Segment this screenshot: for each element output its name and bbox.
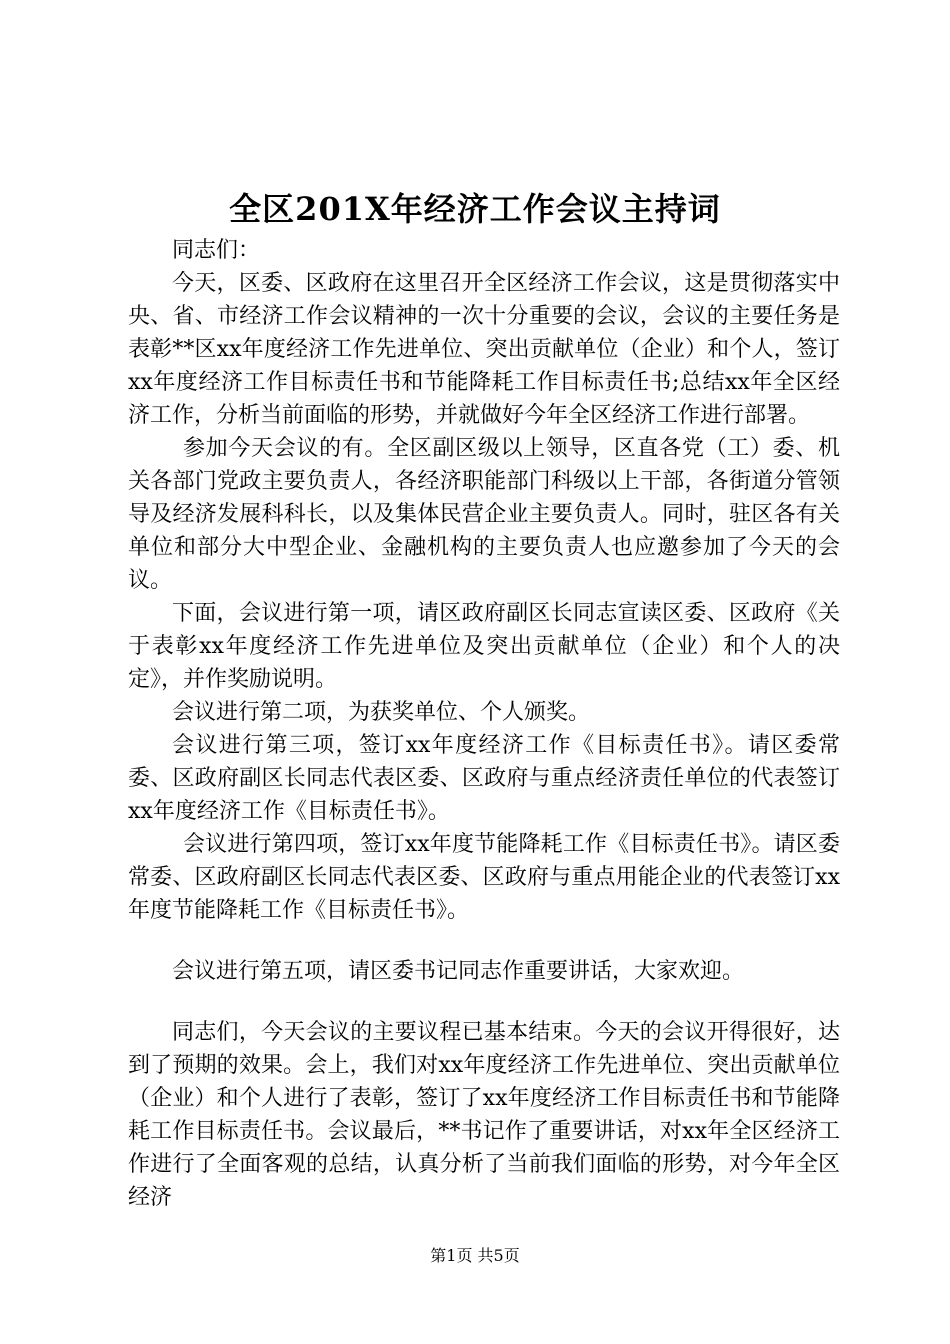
paragraph-item-three: 会议进行第三项，签订xx年度经济工作《目标责任书》。请区委常委、区政府副区长同志代表区委、区政府与重点经济责任单位的代表签订xx年度经济工作《目标责任书》。 — [128, 733, 840, 824]
document-body — [128, 234, 840, 1214]
document-title: 全区201X年经济工作会议主持词 — [229, 190, 721, 228]
page-number-footer: 第1页 共5页 — [430, 1246, 520, 1265]
paragraph-item-five: 会议进行第五项，请区委书记同志作重要讲话，大家欢迎。 — [172, 959, 745, 984]
paragraph-salutation: 同志们： — [172, 238, 261, 263]
paragraph-attendees: 参加今天会议的有。全区副区级以上领导，区直各党（工）委、机关各部门党政主要负责人，各经济职能部门科级以上干部，各街道分管领导及经济发展科科长，以及集体民营企业主要负责人。同时，驻区各有关单位和部分大中型企业、金融机构的主要负责人也应邀参加了今天的会议。 — [128, 436, 840, 593]
paragraph-closing: 同志们，今天会议的主要议程已基本结束。今天的会议开得很好，达到了预期的效果。会上，我们对xx年度经济工作先进单位、突出贡献单位（企业）和个人进行了表彰，签订了xx年度经济工作目标责任书和节能降耗工作目标责任书。会议最后，**书记作了重要讲话，对xx年全区经济工作进行了全面客观的总结，认真分析了当前我们面临的形势，对今年全区经济 — [128, 1020, 840, 1210]
paragraph-opening: 今天，区委、区政府在这里召开全区经济工作会议，这是贯彻落实中央、省、市经济工作会议精神的一次十分重要的会议，会议的主要任务是表彰**区xx年度经济工作先进单位、突出贡献单位（企业）和个人，签订xx年度经济工作目标责任书和节能降耗工作目标责任书;总结xx年全区经济工作，分析当前面临的形势，并就做好今年全区经济工作进行部署。 — [128, 271, 840, 428]
paragraph-item-two: 会议进行第二项，为获奖单位、个人颁奖。 — [172, 700, 591, 725]
paragraph-item-one: 下面，会议进行第一项，请区政府副区长同志宣读区委、区政府《关于表彰xx年度经济工作先进单位及突出贡献单位（企业）和个人的决定》，并作奖励说明。 — [128, 601, 840, 692]
paragraph-item-four: 会议进行第四项，签订xx年度节能降耗工作《目标责任书》。请区委常委、区政府副区长同志代表区委、区政府与重点用能企业的代表签订xx年度节能降耗工作《目标责任书》。 — [128, 832, 840, 923]
